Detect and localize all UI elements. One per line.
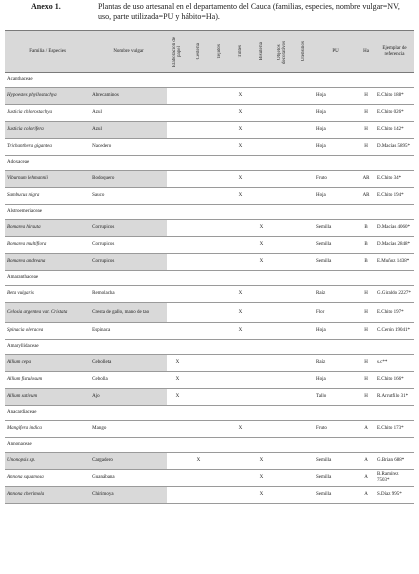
- table-row: [5, 303, 414, 323]
- common-name: Cresta de gallo, mano de tao: [90, 303, 167, 323]
- species-name: Bomarea hirsuta: [5, 220, 90, 237]
- use-paper-cell: [167, 188, 188, 205]
- species-name: Annona cherimola: [5, 487, 90, 504]
- use-paper-cell: [167, 122, 188, 139]
- use-decorative-cell: [272, 372, 293, 389]
- family-name: Adoxaceae: [5, 156, 414, 171]
- species-name: Viburnum lehmannii: [5, 171, 90, 188]
- col-header-common-name: Nombre vulgar: [90, 31, 167, 73]
- habit: AR: [357, 188, 375, 205]
- plant-part: Fruto: [314, 421, 357, 438]
- use-basketry-cell: X: [188, 453, 209, 470]
- use-basketry-cell: [188, 254, 209, 271]
- table-row: [5, 487, 414, 504]
- plant-part: Hoja: [314, 323, 357, 340]
- habit: H: [357, 122, 375, 139]
- use-basketry-cell: [188, 372, 209, 389]
- use-weaving-cell: [209, 453, 230, 470]
- use-utensils-cell: [293, 453, 314, 470]
- table-row: [5, 323, 414, 340]
- specimen-reference: E.Chito 194*: [375, 188, 414, 205]
- use-utensils-cell: [293, 470, 314, 487]
- species-name: Allium cepa: [5, 355, 90, 372]
- species-name: Hypoestes phyllostachya: [5, 88, 90, 105]
- use-jewelry-cell: [251, 171, 272, 188]
- use-weaving-cell: [209, 487, 230, 504]
- use-weaving-cell: [209, 254, 230, 271]
- use-dyes-cell: X: [230, 188, 251, 205]
- common-name: Bodoquero: [90, 171, 167, 188]
- specimen-reference: E.Muñoz 1438*: [375, 254, 414, 271]
- use-utensils-cell: [293, 355, 314, 372]
- habit: H: [357, 389, 375, 406]
- use-dyes-cell: X: [230, 286, 251, 303]
- use-dyes-cell: [230, 453, 251, 470]
- use-jewelry-cell: X: [251, 487, 272, 504]
- family-row: [5, 73, 414, 88]
- use-jewelry-cell: X: [251, 237, 272, 254]
- table-row: [5, 220, 414, 237]
- use-paper-cell: [167, 237, 188, 254]
- use-paper-cell: X: [167, 389, 188, 406]
- use-weaving-cell: [209, 88, 230, 105]
- use-paper-cell: [167, 220, 188, 237]
- species-name: Trichanthera gigantea: [5, 139, 90, 156]
- use-weaving-cell: [209, 220, 230, 237]
- use-dyes-cell: X: [230, 122, 251, 139]
- table-row: [5, 254, 414, 271]
- family-name: Annonaceae: [5, 438, 414, 453]
- table-caption: [5, 2, 415, 28]
- family-row: [5, 340, 414, 355]
- use-utensils-cell: [293, 237, 314, 254]
- common-name: Cebolleta: [90, 355, 167, 372]
- use-paper-cell: [167, 254, 188, 271]
- use-decorative-cell: [272, 323, 293, 340]
- habit: A: [357, 487, 375, 504]
- plant-part: Semilla: [314, 254, 357, 271]
- species-name: Allium fistulosum: [5, 372, 90, 389]
- common-name: Corrupicos: [90, 220, 167, 237]
- plant-part: Hoja: [314, 88, 357, 105]
- family-name: Amaranthaceae: [5, 271, 414, 286]
- use-utensils-cell: [293, 323, 314, 340]
- use-utensils-cell: [293, 122, 314, 139]
- use-basketry-cell: [188, 237, 209, 254]
- use-paper-cell: [167, 139, 188, 156]
- use-paper-cell: [167, 453, 188, 470]
- use-jewelry-cell: [251, 188, 272, 205]
- use-dyes-cell: X: [230, 421, 251, 438]
- use-decorative-cell: [272, 88, 293, 105]
- table-row: [5, 372, 414, 389]
- use-dyes-cell: [230, 389, 251, 406]
- plant-part: Hoja: [314, 372, 357, 389]
- table-row: [5, 453, 414, 470]
- common-name: Cargadero: [90, 453, 167, 470]
- use-basketry-cell: [188, 323, 209, 340]
- col-header-jewelry: Bisutería: [251, 31, 272, 73]
- col-header-paper: Elaboración de papel: [167, 31, 188, 73]
- use-dyes-cell: X: [230, 139, 251, 156]
- caption-label: Anexo 1.: [31, 2, 61, 11]
- use-decorative-cell: [272, 139, 293, 156]
- table-row: [5, 139, 414, 156]
- use-jewelry-cell: [251, 303, 272, 323]
- use-paper-cell: [167, 286, 188, 303]
- common-name: Azul: [90, 105, 167, 122]
- use-jewelry-cell: X: [251, 254, 272, 271]
- use-decorative-cell: [272, 237, 293, 254]
- use-paper-cell: [167, 303, 188, 323]
- use-utensils-cell: [293, 389, 314, 406]
- plant-part: Flor: [314, 303, 357, 323]
- use-decorative-cell: [272, 220, 293, 237]
- use-weaving-cell: [209, 188, 230, 205]
- common-name: Ajo: [90, 389, 167, 406]
- use-weaving-cell: [209, 171, 230, 188]
- specimen-reference: s.c**: [375, 355, 414, 372]
- table-row: [5, 421, 414, 438]
- col-header-basketry: Cestería: [188, 31, 209, 73]
- use-weaving-cell: [209, 105, 230, 122]
- family-name: Acanthaceae: [5, 73, 414, 88]
- use-jewelry-cell: [251, 355, 272, 372]
- table-row: [5, 355, 414, 372]
- specimen-reference: E.Chito 166*: [375, 372, 414, 389]
- habit: A: [357, 421, 375, 438]
- family-row: [5, 205, 414, 220]
- use-utensils-cell: [293, 487, 314, 504]
- use-decorative-cell: [272, 122, 293, 139]
- use-decorative-cell: [272, 421, 293, 438]
- use-weaving-cell: [209, 470, 230, 487]
- plant-part: Raíz: [314, 286, 357, 303]
- col-header-specimen: Ejemplar de referencia: [375, 31, 414, 73]
- habit: A: [357, 453, 375, 470]
- use-decorative-cell: [272, 453, 293, 470]
- species-name: Bomarea multiflora: [5, 237, 90, 254]
- habit: A: [357, 470, 375, 487]
- plant-part: Hoja: [314, 122, 357, 139]
- table-body: [5, 73, 414, 504]
- plant-part: Semilla: [314, 220, 357, 237]
- use-jewelry-cell: [251, 88, 272, 105]
- specimen-reference: R.Arrutfilo 31*: [375, 389, 414, 406]
- use-jewelry-cell: [251, 105, 272, 122]
- use-paper-cell: [167, 171, 188, 188]
- use-dyes-cell: X: [230, 88, 251, 105]
- table-row: [5, 286, 414, 303]
- specimen-reference: E.Chito 197*: [375, 303, 414, 323]
- use-utensils-cell: [293, 139, 314, 156]
- use-utensils-cell: [293, 372, 314, 389]
- use-dyes-cell: [230, 220, 251, 237]
- species-name: Sambucus nigra: [5, 188, 90, 205]
- use-weaving-cell: [209, 389, 230, 406]
- use-paper-cell: [167, 88, 188, 105]
- plant-part: Hoja: [314, 139, 357, 156]
- use-weaving-cell: [209, 286, 230, 303]
- use-dyes-cell: [230, 470, 251, 487]
- use-basketry-cell: [188, 487, 209, 504]
- species-name: Celosia argentea var. Cristata: [5, 303, 90, 323]
- use-dyes-cell: X: [230, 171, 251, 188]
- use-jewelry-cell: [251, 421, 272, 438]
- species-name: Justicia chlorostachya: [5, 105, 90, 122]
- use-dyes-cell: [230, 355, 251, 372]
- plant-part: Semilla: [314, 487, 357, 504]
- species-name: Beta vulgaris: [5, 286, 90, 303]
- use-dyes-cell: X: [230, 323, 251, 340]
- table-row: [5, 470, 414, 487]
- table-row: [5, 88, 414, 105]
- common-name: Corrupicos: [90, 237, 167, 254]
- use-paper-cell: [167, 105, 188, 122]
- use-jewelry-cell: X: [251, 220, 272, 237]
- use-utensils-cell: [293, 286, 314, 303]
- use-jewelry-cell: [251, 122, 272, 139]
- table-row: [5, 171, 414, 188]
- use-basketry-cell: [188, 389, 209, 406]
- use-jewelry-cell: [251, 286, 272, 303]
- common-name: Mango: [90, 421, 167, 438]
- species-name: Allium sativum: [5, 389, 90, 406]
- use-decorative-cell: [272, 487, 293, 504]
- col-header-utensils: Utensilios: [293, 31, 314, 73]
- common-name: Corrupicos: [90, 254, 167, 271]
- family-row: [5, 271, 414, 286]
- table-row: [5, 389, 414, 406]
- species-name: Unonopsis sp.: [5, 453, 90, 470]
- specimen-reference: G.Giraldo 2227*: [375, 286, 414, 303]
- use-decorative-cell: [272, 286, 293, 303]
- habit: H: [357, 323, 375, 340]
- use-paper-cell: [167, 421, 188, 438]
- specimen-reference: D.Macías 4060*: [375, 220, 414, 237]
- use-utensils-cell: [293, 220, 314, 237]
- use-jewelry-cell: X: [251, 453, 272, 470]
- use-paper-cell: [167, 470, 188, 487]
- use-decorative-cell: [272, 171, 293, 188]
- common-name: Sauco: [90, 188, 167, 205]
- plant-part: Semilla: [314, 470, 357, 487]
- common-name: Espinaca: [90, 323, 167, 340]
- use-decorative-cell: [272, 389, 293, 406]
- use-weaving-cell: [209, 237, 230, 254]
- use-paper-cell: [167, 487, 188, 504]
- use-basketry-cell: [188, 88, 209, 105]
- habit: B: [357, 237, 375, 254]
- habit: H: [357, 355, 375, 372]
- common-name: Azul: [90, 122, 167, 139]
- specimen-reference: C.Cerón 19041*: [375, 323, 414, 340]
- col-header-weaving: Tejidos: [209, 31, 230, 73]
- col-header-decorative: Objetos decorativos: [272, 31, 293, 73]
- col-header-ha: Ha: [357, 31, 375, 73]
- table-row: [5, 105, 414, 122]
- use-utensils-cell: [293, 421, 314, 438]
- use-jewelry-cell: [251, 389, 272, 406]
- table-row: [5, 237, 414, 254]
- common-name: Cebolla: [90, 372, 167, 389]
- use-basketry-cell: [188, 188, 209, 205]
- use-decorative-cell: [272, 105, 293, 122]
- col-header-dyes: Tintes: [230, 31, 251, 73]
- use-weaving-cell: [209, 303, 230, 323]
- common-name: Guanábana: [90, 470, 167, 487]
- use-weaving-cell: [209, 355, 230, 372]
- common-name: Nacedero: [90, 139, 167, 156]
- specimen-reference: E.Chito 188*: [375, 88, 414, 105]
- common-name: Abrecaminos: [90, 88, 167, 105]
- plant-part: Tallo: [314, 389, 357, 406]
- habit: B: [357, 220, 375, 237]
- specimen-reference: S.Díaz 995*: [375, 487, 414, 504]
- specimen-reference: B.Ramírez 7503*: [375, 470, 414, 487]
- use-dyes-cell: [230, 372, 251, 389]
- col-header-pu: PU: [314, 31, 357, 73]
- use-basketry-cell: [188, 355, 209, 372]
- habit: H: [357, 303, 375, 323]
- specimen-reference: D.Macías 5895*: [375, 139, 414, 156]
- use-weaving-cell: [209, 421, 230, 438]
- use-jewelry-cell: [251, 323, 272, 340]
- family-name: Alstroemeriaceae: [5, 205, 414, 220]
- common-name: Remolacha: [90, 286, 167, 303]
- use-weaving-cell: [209, 139, 230, 156]
- plant-part: Hoja: [314, 105, 357, 122]
- use-jewelry-cell: [251, 372, 272, 389]
- habit: AR: [357, 171, 375, 188]
- use-jewelry-cell: [251, 139, 272, 156]
- use-paper-cell: X: [167, 355, 188, 372]
- family-row: [5, 438, 414, 453]
- habit: H: [357, 105, 375, 122]
- habit: H: [357, 286, 375, 303]
- specimen-reference: E.Chito 173*: [375, 421, 414, 438]
- use-decorative-cell: [272, 188, 293, 205]
- habit: B: [357, 254, 375, 271]
- use-utensils-cell: [293, 88, 314, 105]
- use-decorative-cell: [272, 470, 293, 487]
- use-utensils-cell: [293, 254, 314, 271]
- habit: H: [357, 372, 375, 389]
- plant-part: Hoja: [314, 188, 357, 205]
- family-row: [5, 406, 414, 421]
- use-weaving-cell: [209, 323, 230, 340]
- use-decorative-cell: [272, 254, 293, 271]
- species-name: Bomarea andreana: [5, 254, 90, 271]
- use-basketry-cell: [188, 105, 209, 122]
- use-basketry-cell: [188, 303, 209, 323]
- use-dyes-cell: X: [230, 303, 251, 323]
- use-basketry-cell: [188, 122, 209, 139]
- specimen-reference: E.Chito 34*: [375, 171, 414, 188]
- use-paper-cell: X: [167, 372, 188, 389]
- use-paper-cell: [167, 323, 188, 340]
- use-dyes-cell: X: [230, 105, 251, 122]
- use-decorative-cell: [272, 355, 293, 372]
- table-header-row: [5, 31, 414, 73]
- family-name: Anacardiaceae: [5, 406, 414, 421]
- specimen-reference: G.Brian 688*: [375, 453, 414, 470]
- use-utensils-cell: [293, 171, 314, 188]
- family-row: [5, 156, 414, 171]
- use-basketry-cell: [188, 139, 209, 156]
- use-basketry-cell: [188, 470, 209, 487]
- plant-part: Semilla: [314, 237, 357, 254]
- use-utensils-cell: [293, 188, 314, 205]
- use-dyes-cell: [230, 254, 251, 271]
- plants-table: [5, 30, 414, 504]
- use-weaving-cell: [209, 122, 230, 139]
- species-name: Spinacia oleracea: [5, 323, 90, 340]
- species-name: Justicia colorifera: [5, 122, 90, 139]
- specimen-reference: E.Chito 142*: [375, 122, 414, 139]
- use-weaving-cell: [209, 372, 230, 389]
- plant-part: Semilla: [314, 453, 357, 470]
- use-dyes-cell: [230, 487, 251, 504]
- plant-part: Fruto: [314, 171, 357, 188]
- use-dyes-cell: [230, 237, 251, 254]
- specimen-reference: E.Chito 026*: [375, 105, 414, 122]
- habit: H: [357, 139, 375, 156]
- col-header-family-species: Familia / Especies: [5, 31, 90, 73]
- use-basketry-cell: [188, 171, 209, 188]
- use-utensils-cell: [293, 105, 314, 122]
- family-name: Amaryllidaceae: [5, 340, 414, 355]
- caption-text: Plantas de uso artesanal en el departamento del Cauca (familias, especies, nombre vulgar=NV, uso, parte utilizada=PU y hábito=Ha).: [98, 2, 400, 21]
- use-decorative-cell: [272, 303, 293, 323]
- habit: H: [357, 88, 375, 105]
- use-utensils-cell: [293, 303, 314, 323]
- use-basketry-cell: [188, 220, 209, 237]
- use-basketry-cell: [188, 421, 209, 438]
- common-name: Chirimoya: [90, 487, 167, 504]
- use-jewelry-cell: X: [251, 470, 272, 487]
- species-name: Mangifera indica: [5, 421, 90, 438]
- use-basketry-cell: [188, 286, 209, 303]
- table-row: [5, 188, 414, 205]
- plant-part: Raíz: [314, 355, 357, 372]
- specimen-reference: D.Macías 2848*: [375, 237, 414, 254]
- table-row: [5, 122, 414, 139]
- species-name: Annona squamosa: [5, 470, 90, 487]
